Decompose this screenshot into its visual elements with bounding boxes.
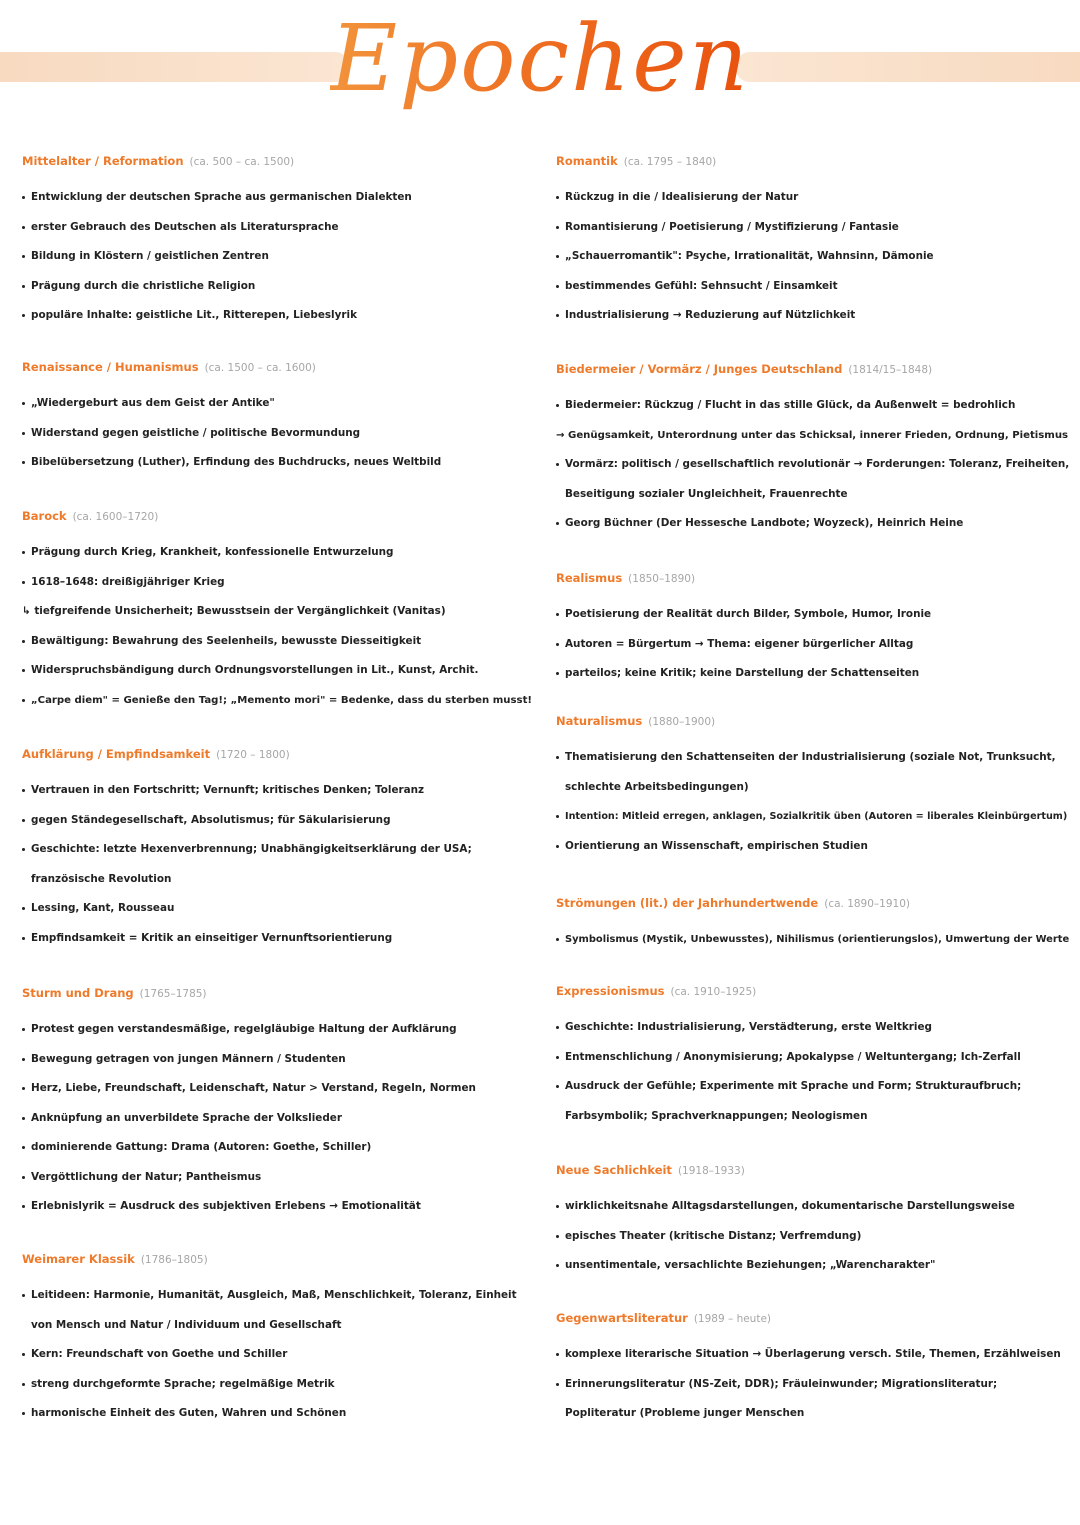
bullet-item: Orientierung an Wissenschaft, empirischen Studien <box>556 832 1071 862</box>
epoch-bullet-list <box>556 391 1071 539</box>
epoch-section <box>22 358 542 478</box>
bullet-item: Farbsymbolik; Sprachverknappungen; Neologismen <box>565 1109 868 1122</box>
epoch-name: Weimarer Klassik <box>22 1252 135 1266</box>
bullet-item: Prägung durch die christliche Religion <box>22 272 542 302</box>
bullet-item: Rückzug in die / Idealisierung der Natur <box>556 183 1071 213</box>
epoch-section <box>556 982 1071 1131</box>
bullet-item: 1618–1648: dreißigjähriger Krieg <box>22 568 542 598</box>
bullet-item: Bewegung getragen von jungen Männern / Studenten <box>22 1045 542 1075</box>
decorative-bar-right <box>735 52 1080 82</box>
epoch-bullet-list <box>556 1013 1071 1131</box>
bullet-item: harmonische Einheit des Guten, Wahren und Schönen <box>22 1399 542 1429</box>
epoch-section <box>22 984 542 1222</box>
epoch-bullet-list <box>556 600 1071 689</box>
epoch-date: (1918–1933) <box>677 1165 745 1177</box>
epoch-heading <box>22 984 542 1003</box>
bullet-item: dominierende Gattung: Drama (Autoren: Goethe, Schiller) <box>22 1133 542 1163</box>
bullet-item: Vergöttlichung der Natur; Pantheismus <box>22 1163 542 1193</box>
bullet-item: Beseitigung sozialer Ungleichheit, Frauenrechte <box>565 487 848 500</box>
bullet-item: Vertrauen in den Fortschritt; Vernunft; kritisches Denken; Toleranz <box>22 776 542 806</box>
bullet-item: → Genügsamkeit, Unterordnung unter das Schicksal, innerer Frieden, Ordnung, Pietismus <box>556 429 1069 441</box>
bullet-item: „Wiedergeburt aus dem Geist der Antike" <box>22 389 542 419</box>
epoch-section <box>556 894 1071 955</box>
epoch-heading <box>556 569 1071 588</box>
epoch-name: Barock <box>22 509 67 523</box>
epoch-name: Naturalismus <box>556 714 643 728</box>
epoch-date: (1814/15–1848) <box>848 364 933 376</box>
epoch-section <box>22 1250 542 1429</box>
epoch-name: Gegenwartsliteratur <box>556 1311 688 1325</box>
epoch-heading <box>22 358 542 377</box>
bullet-item: Entwicklung der deutschen Sprache aus germanischen Dialekten <box>22 183 542 213</box>
bullet-item: Popliteratur (Probleme junger Menschen <box>565 1407 805 1419</box>
bullet-item: episches Theater (kritische Distanz; Verfremdung) <box>556 1222 1071 1252</box>
epoch-section <box>556 569 1071 689</box>
bullet-item: „Schauerromantik": Psyche, Irrationalität, Wahnsinn, Dämonie <box>556 242 1071 272</box>
epoch-bullet-list <box>556 925 1071 955</box>
bullet-item: Bibelübersetzung (Luther), Erfindung des Buchdrucks, neues Weltbild <box>22 448 542 478</box>
epoch-heading <box>22 152 542 171</box>
bullet-item: erster Gebrauch des Deutschen als Literatursprache <box>22 213 542 243</box>
epoch-date: (ca. 1890–1910) <box>824 898 910 910</box>
bullet-item: Autoren = Bürgertum → Thema: eigener bürgerlicher Alltag <box>556 630 1071 660</box>
bullet-item: Prägung durch Krieg, Krankheit, konfessionelle Entwurzelung <box>22 538 542 568</box>
bullet-item: wirklichkeitsnahe Alltagsdarstellungen, dokumentarische Darstellungsweise <box>556 1192 1071 1222</box>
epoch-date: (ca. 1910–1925) <box>670 986 757 998</box>
epoch-section <box>22 507 542 715</box>
epoch-section <box>22 152 542 331</box>
epoch-bullet-list <box>556 743 1071 861</box>
epoch-name: Strömungen (lit.) der Jahrhundertwende <box>556 896 819 910</box>
epoch-date: (ca. 1795 – 1840) <box>623 156 717 168</box>
epoch-name: Biedermeier / Vormärz / Junges Deutschland <box>556 362 843 376</box>
epoch-heading <box>556 1309 1071 1328</box>
epoch-section <box>22 745 542 953</box>
epoch-date: (1765–1785) <box>139 988 207 1000</box>
epoch-name: Renaissance / Humanismus <box>22 360 199 374</box>
bullet-item: Bewältigung: Bewahrung des Seelenheils, bewusste Diesseitigkeit <box>22 627 542 657</box>
bullet-item: Bildung in Klöstern / geistlichen Zentren <box>22 242 542 272</box>
epoch-bullet-list <box>556 183 1071 331</box>
epoch-bullet-list <box>22 389 542 478</box>
bullet-item: Empfindsamkeit = Kritik an einseitiger Vernunftsorientierung <box>22 924 542 954</box>
bullet-item: Poetisierung der Realität durch Bilder, Symbole, Humor, Ironie <box>556 600 1071 630</box>
bullet-item: unsentimentale, versachlichte Beziehungen; „Warencharakter" <box>556 1251 1071 1281</box>
bullet-item: streng durchgeformte Sprache; regelmäßige Metrik <box>22 1370 542 1400</box>
bullet-item: komplexe literarische Situation → Überlagerung versch. Stile, Themen, Erzählweisen <box>556 1340 1071 1370</box>
epoch-date: (ca. 500 – ca. 1500) <box>189 156 295 168</box>
bullet-item: bestimmendes Gefühl: Sehnsucht / Einsamkeit <box>556 272 1071 302</box>
epoch-bullet-list <box>22 183 542 331</box>
bullet-item: Ausdruck der Gefühle; Experimente mit Sprache und Form; Strukturaufbruch; <box>556 1072 1071 1102</box>
bullet-item: parteilos; keine Kritik; keine Darstellung der Schattenseiten <box>556 659 1071 689</box>
epoch-heading <box>556 712 1071 731</box>
epoch-heading <box>556 152 1071 171</box>
epoch-heading <box>22 745 542 764</box>
bullet-item: Entmenschlichung / Anonymisierung; Apokalypse / Weltuntergang; Ich-Zerfall <box>556 1043 1071 1073</box>
bullet-item: Symbolismus (Mystik, Unbewusstes), Nihilismus (orientierungslos), Umwertung der Werte <box>556 925 1071 955</box>
bullet-item: Anknüpfung an unverbildete Sprache der Volkslieder <box>22 1104 542 1134</box>
bullet-item: Protest gegen verstandesmäßige, regelgläubige Haltung der Aufklärung <box>22 1015 542 1045</box>
epoch-bullet-list <box>22 538 542 715</box>
epoch-bullet-list <box>22 776 542 953</box>
epoch-heading <box>556 360 1071 379</box>
bullet-item: „Carpe diem" = Genieße den Tag!; „Memento mori" = Bedenke, dass du sterben musst! <box>22 686 542 716</box>
bullet-item: Erinnerungsliteratur (NS-Zeit, DDR); Fräuleinwunder; Migrationsliteratur; <box>556 1370 1071 1400</box>
page-title: Epochen <box>330 0 750 124</box>
epoch-bullet-list <box>22 1281 542 1429</box>
epoch-date: (ca. 1500 – ca. 1600) <box>204 362 316 374</box>
epoch-heading <box>22 507 542 526</box>
epoch-date: (1720 – 1800) <box>216 749 290 761</box>
bullet-item: Herz, Liebe, Freundschaft, Leidenschaft, Natur > Verstand, Regeln, Normen <box>22 1074 542 1104</box>
bullet-item: Widerstand gegen geistliche / politische Bevormundung <box>22 419 542 449</box>
epoch-section <box>556 1309 1071 1429</box>
epoch-name: Mittelalter / Reformation <box>22 154 184 168</box>
epoch-section <box>556 1161 1071 1281</box>
bullet-item: ↳ tiefgreifende Unsicherheit; Bewusstsein der Vergänglichkeit (Vanitas) <box>22 605 446 617</box>
bullet-item: gegen Ständegesellschaft, Absolutismus; für Säkularisierung <box>22 806 542 836</box>
bullet-item: Erlebnislyrik = Ausdruck des subjektiven Erlebens → Emotionalität <box>22 1192 542 1222</box>
header <box>0 0 1080 130</box>
bullet-item: Geschichte: Industrialisierung, Verstädterung, erste Weltkrieg <box>556 1013 1071 1043</box>
bullet-item: von Mensch und Natur / Individuum und Gesellschaft <box>31 1318 342 1331</box>
epoch-date: (1989 – heute) <box>693 1313 772 1325</box>
epoch-date: (1850–1890) <box>628 573 696 585</box>
epoch-bullet-list <box>556 1192 1071 1281</box>
epoch-heading <box>22 1250 542 1269</box>
epoch-name: Expressionismus <box>556 984 665 998</box>
bullet-item: französische Revolution <box>31 872 172 885</box>
epoch-name: Realismus <box>556 571 623 585</box>
decorative-bar-left <box>0 52 350 82</box>
bullet-item: Vormärz: politisch / gesellschaftlich revolutionär → Forderungen: Toleranz, Freiheiten, <box>556 450 1071 480</box>
epoch-name: Aufklärung / Empfindsamkeit <box>22 747 211 761</box>
bullet-item: Thematisierung den Schattenseiten der Industrialisierung (soziale Not, Trunksucht, <box>556 743 1071 773</box>
epoch-name: Neue Sachlichkeit <box>556 1163 672 1177</box>
epoch-section <box>556 360 1071 539</box>
epoch-bullet-list <box>22 1015 542 1222</box>
epoch-heading <box>556 894 1071 913</box>
epoch-date: (ca. 1600–1720) <box>72 511 159 523</box>
bullet-item: Kern: Freundschaft von Goethe und Schiller <box>22 1340 542 1370</box>
epoch-date: (1786–1805) <box>140 1254 208 1266</box>
bullet-item: Widerspruchsbändigung durch Ordnungsvorstellungen in Lit., Kunst, Archit. <box>22 656 542 686</box>
bullet-item: populäre Inhalte: geistliche Lit., Ritterepen, Liebeslyrik <box>22 301 542 331</box>
epoch-name: Sturm und Drang <box>22 986 134 1000</box>
bullet-item: Lessing, Kant, Rousseau <box>22 894 542 924</box>
bullet-item: Biedermeier: Rückzug / Flucht in das stille Glück, da Außenwelt = bedrohlich <box>556 391 1071 421</box>
epoch-section <box>556 152 1071 331</box>
bullet-item: schlechte Arbeitsbedingungen) <box>565 780 749 793</box>
epoch-name: Romantik <box>556 154 618 168</box>
bullet-item: Geschichte: letzte Hexenverbrennung; Unabhängigkeitserklärung der USA; <box>22 835 542 865</box>
epoch-heading <box>556 982 1071 1001</box>
epoch-section <box>556 712 1071 861</box>
bullet-item: Intention: Mitleid erregen, anklagen, Sozialkritik üben (Autoren = liberales Kleinbürgertum) <box>556 802 1071 832</box>
bullet-item: Leitideen: Harmonie, Humanität, Ausgleich, Maß, Menschlichkeit, Toleranz, Einheit <box>22 1281 542 1311</box>
epoch-date: (1880–1900) <box>648 716 716 728</box>
bullet-item: Georg Büchner (Der Hessesche Landbote; Woyzeck), Heinrich Heine <box>556 509 1071 539</box>
epoch-heading <box>556 1161 1071 1180</box>
bullet-item: Romantisierung / Poetisierung / Mystifizierung / Fantasie <box>556 213 1071 243</box>
bullet-item: Industrialisierung → Reduzierung auf Nützlichkeit <box>556 301 1071 331</box>
epoch-bullet-list <box>556 1340 1071 1429</box>
